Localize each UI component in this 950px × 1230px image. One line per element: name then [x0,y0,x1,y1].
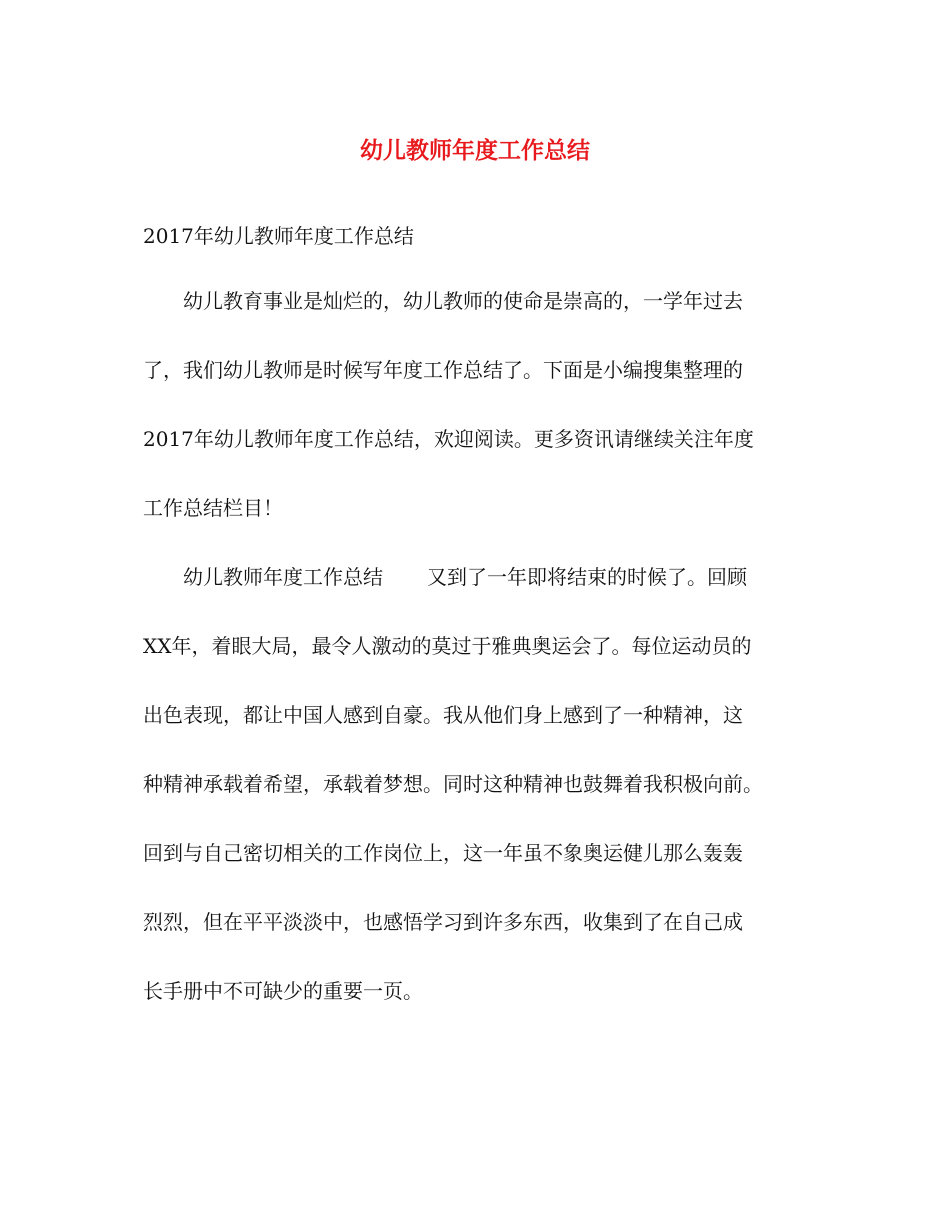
paragraph2-line-2: XX年，着眼大局，最令人激动的莫过于雅典奥运会了。每位运动员的 [143,634,752,658]
paragraph2-line-6: 烈烈，但在平平淡淡中，也感悟学习到许多东西，收集到了在自己成 [143,910,743,934]
paragraph2-line-5: 回到与自己密切相关的工作岗位上，这一年虽不象奥运健儿那么轰轰 [143,841,743,865]
paragraph2-line-3: 出色表现，都让中国人感到自豪。我从他们身上感到了一种精神，这 [143,703,743,727]
paragraph1-line-4: 工作总结栏目！ [143,496,283,520]
document-title: 幼儿教师年度工作总结 [360,137,590,164]
paragraph2-line-7: 长手册中不可缺少的重要一页。 [143,979,423,1003]
paragraph2-heading: 幼儿教师年度工作总结 [183,565,383,589]
paragraph1-line-2: 了，我们幼儿教师是时候写年度工作总结了。下面是小编搜集整理的 [143,358,743,382]
paragraph1-line-1: 幼儿教育事业是灿烂的，幼儿教师的使命是崇高的，一学年过去 [183,289,743,313]
paragraph2-line-1-text: 又到了一年即将结束的时候了。回顾 [427,565,747,589]
document-subtitle: 2017年幼儿教师年度工作总结 [143,224,414,248]
paragraph2-line-1 [183,563,747,591]
paragraph2-line-4: 种精神承载着希望，承载着梦想。同时这种精神也鼓舞着我积极向前。 [143,772,763,796]
paragraph1-line-3: 2017年幼儿教师年度工作总结，欢迎阅读。更多资讯请继续关注年度 [143,427,754,451]
